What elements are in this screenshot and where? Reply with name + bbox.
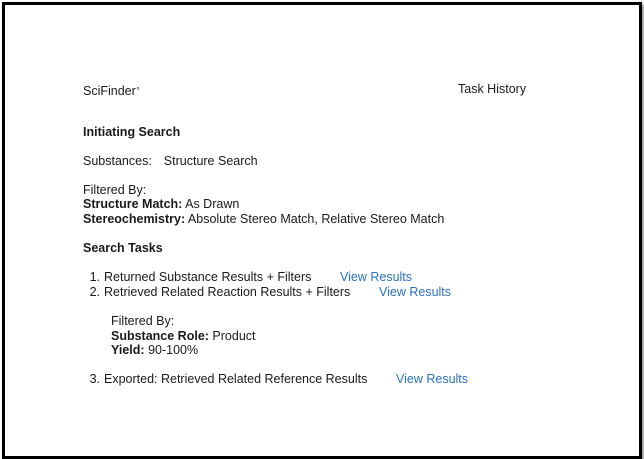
substances-label: Substances: [83,154,152,168]
task-text: Retrieved Related Reaction Results + Filters [104,285,351,299]
filter-stereochemistry [83,212,444,227]
initiating-search-heading: Initiating Search [83,125,181,139]
brand-mark: n [136,86,140,92]
task-item-3 [86,372,367,387]
filter-value: Product [212,329,256,343]
task-number: 2. [89,285,100,299]
filter-yield [111,343,198,358]
filter-label: Stereochemistry: [83,212,186,226]
view-results-link-3[interactable]: View Results [396,372,469,386]
filter-label: Structure Match: [83,197,183,211]
filter-structure-match [83,197,239,212]
substances-row [83,154,258,169]
substances-value: Structure Search [163,154,258,168]
task-text: Exported: Retrieved Related Reference Results [104,372,368,386]
filter-substance-role [111,329,256,344]
sub-filtered-by-label: Filtered By: [111,314,175,328]
document-frame [2,2,642,459]
task-number: 3. [89,372,100,386]
filter-label: Substance Role: [111,329,209,343]
filter-label: Yield: [111,343,145,357]
page-title: Task History [458,82,527,96]
task-text: Returned Substance Results + Filters [104,270,312,284]
filtered-by-label: Filtered By: [83,183,147,197]
brand-name: SciFinder [83,84,136,99]
filter-value: As Drawn [185,197,240,211]
task-item-2 [86,285,350,300]
brand-logo [83,82,140,99]
view-results-link-2[interactable]: View Results [379,285,452,299]
search-tasks-heading: Search Tasks [83,241,163,255]
task-number: 1. [89,270,100,284]
filter-value: Absolute Stereo Match, Relative Stereo Match [187,212,445,226]
filter-value: 90-100% [148,343,199,357]
task-item-1 [86,270,311,285]
view-results-link-1[interactable]: View Results [340,270,413,284]
